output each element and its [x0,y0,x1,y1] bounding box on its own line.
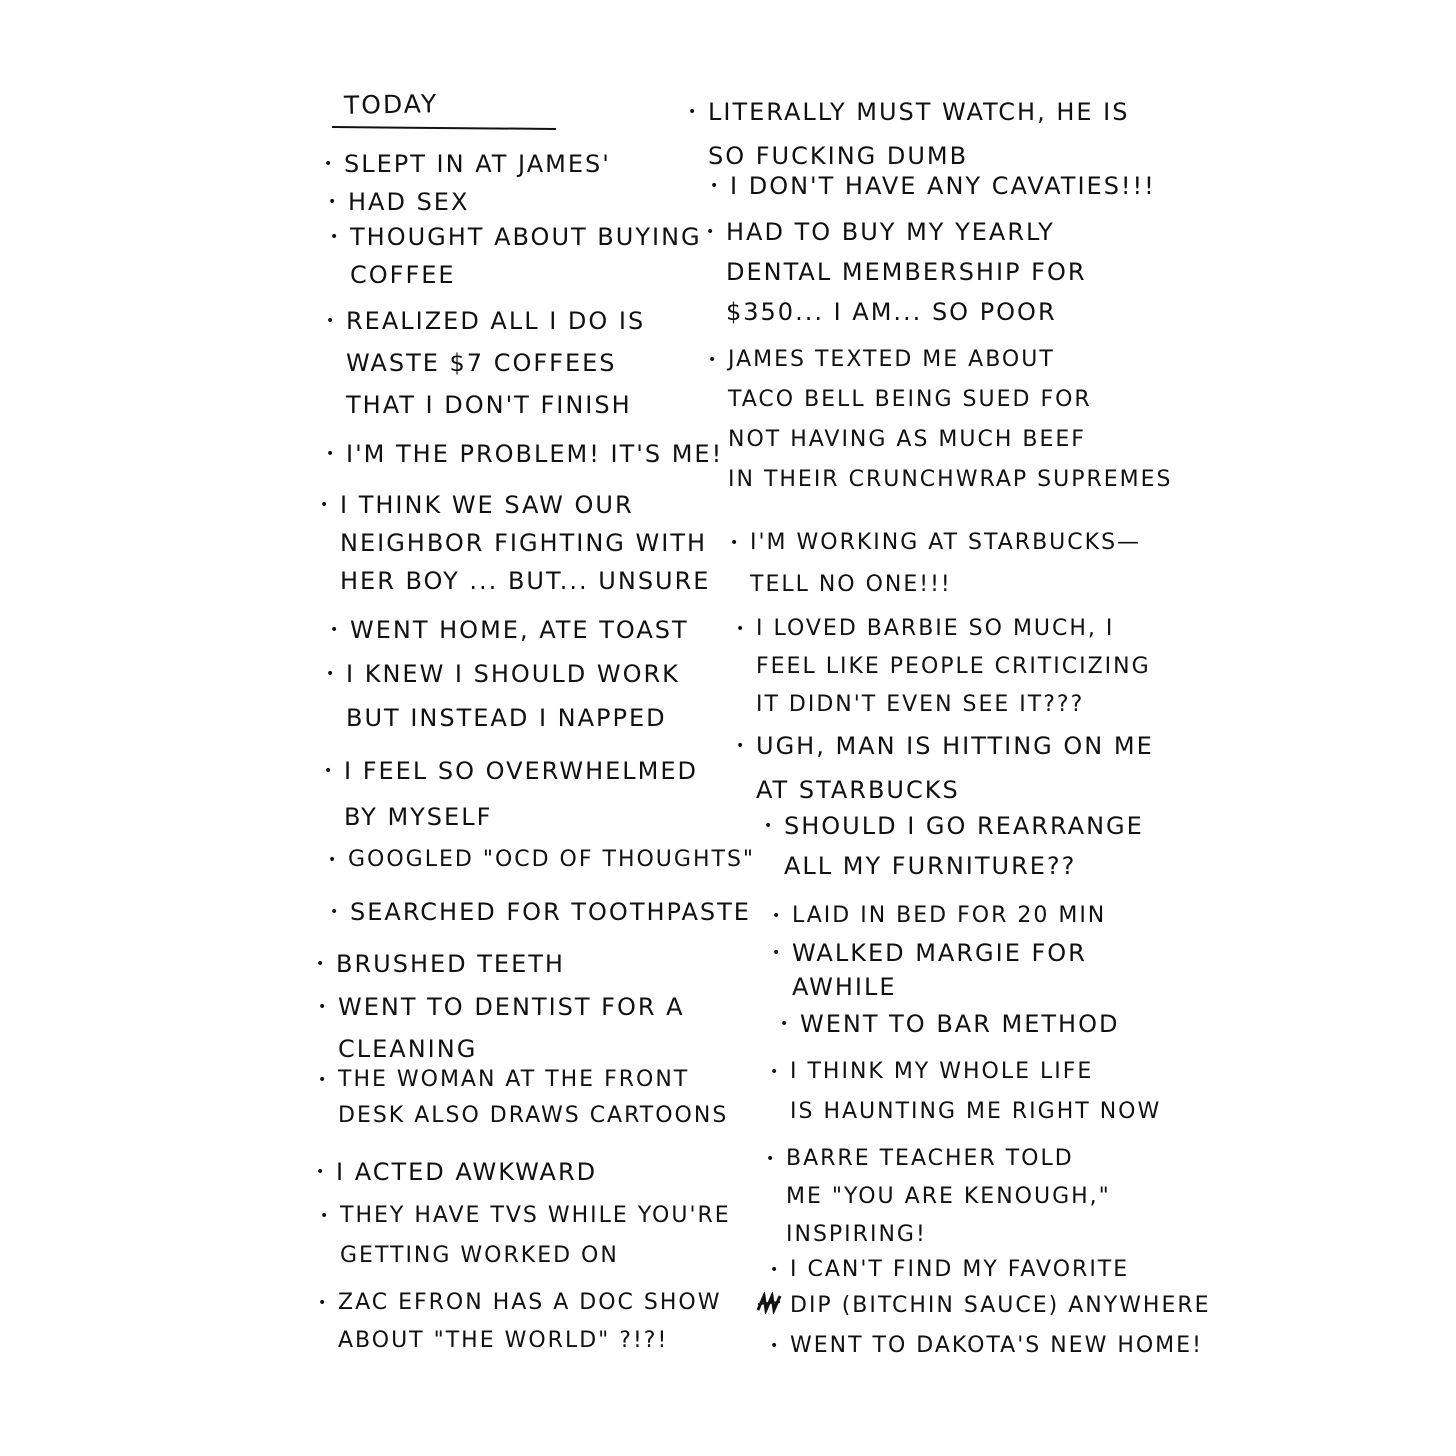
list-item: • SHOULD I GO REARRANGE ALL MY FURNITURE?? [784,806,1144,886]
list-item: • GOOGLED "OCD OF THOUGHTS" [348,840,755,880]
list-item: • REALIZED ALL I DO IS WASTE $7 COFFEES THAT I DON'T FINISH [346,300,645,426]
list-item: • WENT TO DENTIST FOR A CLEANING [338,986,685,1070]
list-item: • LAID IN BED FOR 20 MIN [792,896,1106,936]
list-item: • BRUSHED TEETH [336,944,565,984]
list-item: • I'M WORKING AT STARBUCKS— TELL NO ONE!!! [750,522,1141,606]
list-item: • SLEPT IN AT JAMES' [344,144,611,184]
list-item: • I ACTED AWKWARD [336,1152,597,1192]
list-item: • I DON'T HAVE ANY CAVATIES!!! [730,166,1156,206]
list-item: • HAD SEX [348,182,469,222]
list-item: • ZAC EFRON HAS A DOC SHOW ABOUT "THE WORLD" ?!?! [338,1284,721,1360]
list-item: • THOUGHT ABOUT BUYING COFFEE [350,218,702,294]
list-item: • LITERALLY MUST WATCH, HE IS SO FUCKING DUMB [708,90,1129,178]
list-item: • WALKED MARGIE FOR AWHILE [792,936,1087,1004]
list-item: • JAMES TEXTED ME ABOUT TACO BELL BEING SUED FOR NOT HAVING AS MUCH BEEF IN THEIR CRUNCHWRAP SUPREMES [728,340,1173,500]
list-item: • WENT TO BAR METHOD [800,1004,1119,1044]
list-item: • I FEEL SO OVERWHELMED BY MYSELF [344,748,698,840]
list-item: • WENT TO DAKOTA'S NEW HOME! [790,1326,1203,1366]
list-item: • HAD TO BUY MY YEARLY DENTAL MEMBERSHIP FOR $350... I AM... SO POOR [726,212,1087,332]
list-item: • UGH, MAN IS HITTING ON ME AT STARBUCKS [756,724,1154,812]
list-item: • I LOVED BARBIE SO MUCH, I FEEL LIKE PEOPLE CRITICIZING IT DIDN'T EVEN SEE IT??? [756,610,1151,724]
list-item: • WENT HOME, ATE TOAST [350,610,689,650]
list-item: • I'M THE PROBLEM! IT'S ME! [346,434,723,474]
scribble-mark [756,1292,782,1314]
list-item: • I THINK WE SAW OUR NEIGHBOR FIGHTING WITH HER BOY ... BUT... UNSURE [340,486,710,600]
list-item: • SEARCHED FOR TOOTHPASTE [350,892,751,932]
list-item: • I KNEW I SHOULD WORK BUT INSTEAD I NAPPED [346,652,680,740]
page-title: TODAY [343,89,439,120]
list-item: • THE WOMAN AT THE FRONT DESK ALSO DRAWS CARTOONS [338,1062,728,1134]
list-item: • I CAN'T FIND MY FAVORITE DIP (BITCHIN SAUCE) ANYWHERE [790,1252,1211,1324]
list-item: • THEY HAVE TVS WHILE YOU'RE GETTING WORKED ON [340,1196,731,1276]
list-item: • I THINK MY WHOLE LIFE IS HAUNTING ME RIGHT NOW [790,1052,1161,1132]
list-item: • BARRE TEACHER TOLD ME "YOU ARE KENOUGH," INSPIRING! [786,1140,1111,1254]
